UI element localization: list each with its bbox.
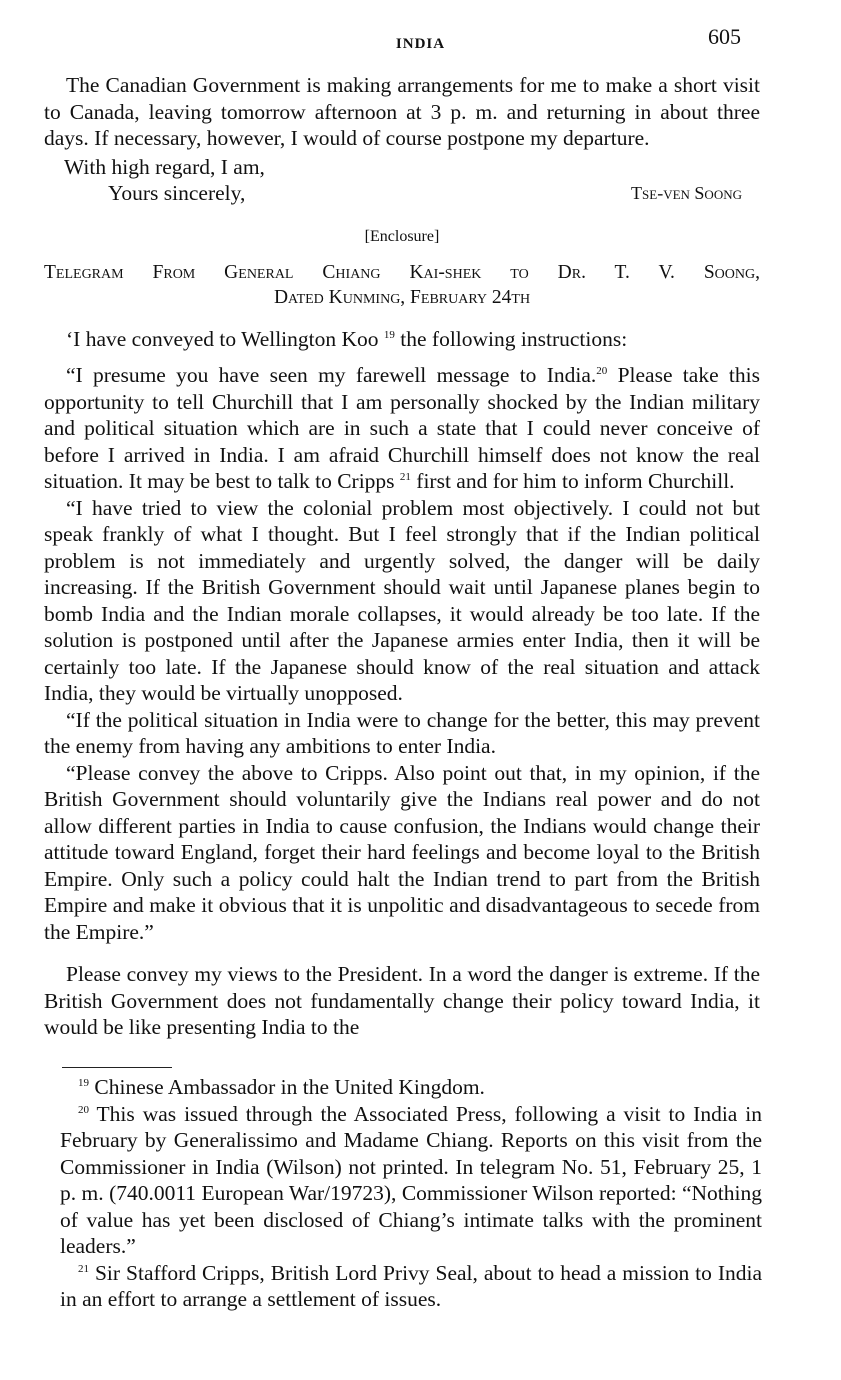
quote-paragraph-2: “I have tried to view the colonial problem most objectively. I could not but speak frankly of what I thought. But I feel strongly that if the Indian political problem is not immediately and urgently solved, the danger will be daily increasing. If the British Government should wait until Japanese planes begin to bomb India and the Indian morale collapses, it would already be too late. If the solution is postponed until after the Japanese armies enter India, then it will be certainly too late. If the Japanese should know of the real situation and attack India, they would be virtually unopposed.: [44, 495, 760, 705]
yours-sincerely: Yours sincerely,: [108, 180, 246, 205]
signature-row: [44, 180, 760, 206]
quote1-part-c: first and for him to inform Churchill.: [410, 469, 735, 493]
footnote-text: This was issued through the Associated Press, following a visit to India in February by Generalissimo and Madame Chiang. Reports on this visit from the Commissioner in India (Wilson) not printed. In telegram No. 51, February 25, 1 p. m. (740.0011 European War/19723), Commissioner Wilson reported: “Nothing of value has yet been disclosed of Chiang’s intimate talks with the prominent leaders.”: [60, 1101, 762, 1258]
footnote-ref-21: 21: [399, 470, 411, 483]
quote1-part-a: “I presume you have seen my farewell message to India.: [66, 363, 597, 387]
intro-text-end: the following instructions:: [394, 326, 628, 351]
telegram-title-line2: Dated Kunming, February 24th: [273, 286, 531, 308]
footnote-21: [60, 1260, 762, 1313]
footnote-number: 20: [78, 1103, 89, 1116]
footnote-ref-19: 19: [383, 328, 395, 341]
footnotes: [60, 1074, 762, 1313]
closing-line: With high regard, I am,: [64, 154, 265, 179]
running-title: INDIA: [395, 36, 446, 52]
footnote-ref-20: 20: [596, 364, 608, 377]
telegram-intro: [44, 326, 760, 353]
page-number: 605: [708, 24, 741, 49]
letter-paragraph: The Canadian Government is making arrangements for me to make a short visit to Canada, leaving tomorrow afternoon at 3 p. m. and returning in about three days. If necessary, however, I would of course postpone my departure.: [44, 73, 760, 150]
closing-row: [44, 154, 760, 180]
quote-paragraph-3: “If the political situation in India were to change for the better, this may prevent the enemy from having any ambitions to enter India.: [44, 707, 760, 758]
final-paragraph: Please convey my views to the President. In a word the danger is extreme. If the British Government does not fundamentally change their policy toward India, it would be like presenting India to the: [44, 962, 760, 1039]
intro-text-start: ‘I have conveyed to Wellington Koo: [66, 326, 379, 351]
footnote-20: [60, 1101, 762, 1260]
quote-paragraph-4: “Please convey the above to Cripps. Also point out that, in my opinion, if the British Government should voluntarily give the Indians real power and do not allow different parties in India to cause confusion, the Indians would change their attitude toward England, forget their hard feelings and become loyal to the British Empire. Only such a policy could halt the Indian trend to part from the British Empire and make it obvious that it is unpolitic and disadvantageous to secede from the Empire.”: [44, 760, 760, 944]
enclosure-label: [Enclosure]: [364, 227, 440, 245]
quote-paragraph-1: [44, 362, 760, 495]
telegram-title: [44, 260, 760, 310]
footnote-rule: [62, 1067, 172, 1068]
footnote-19: [60, 1074, 762, 1101]
footnote-text: Sir Stafford Cripps, British Lord Privy Seal, about to head a mission to India in an effort to arrange a settlement of issues.: [60, 1260, 763, 1311]
footnote-number: 19: [78, 1076, 89, 1089]
telegram-title-line1: Telegram From General Chiang Kai-shek to Dr. T. V. Soong,: [44, 261, 760, 283]
quote1-part-b: Please take this opportunity to tell Churchill that I am personally shocked by the Indian military and political situation which are in such a state that I could never conceive of before I arrived in India. I am afraid Churchill himself does not know the real situation. It may be best to talk to Cripps: [44, 363, 760, 493]
document-body: [44, 72, 760, 1041]
footnote-number: 21: [78, 1262, 89, 1275]
footnote-text: Chinese Ambassador in the United Kingdom.: [94, 1075, 485, 1099]
signature: Tse-ven Soong: [631, 182, 742, 203]
